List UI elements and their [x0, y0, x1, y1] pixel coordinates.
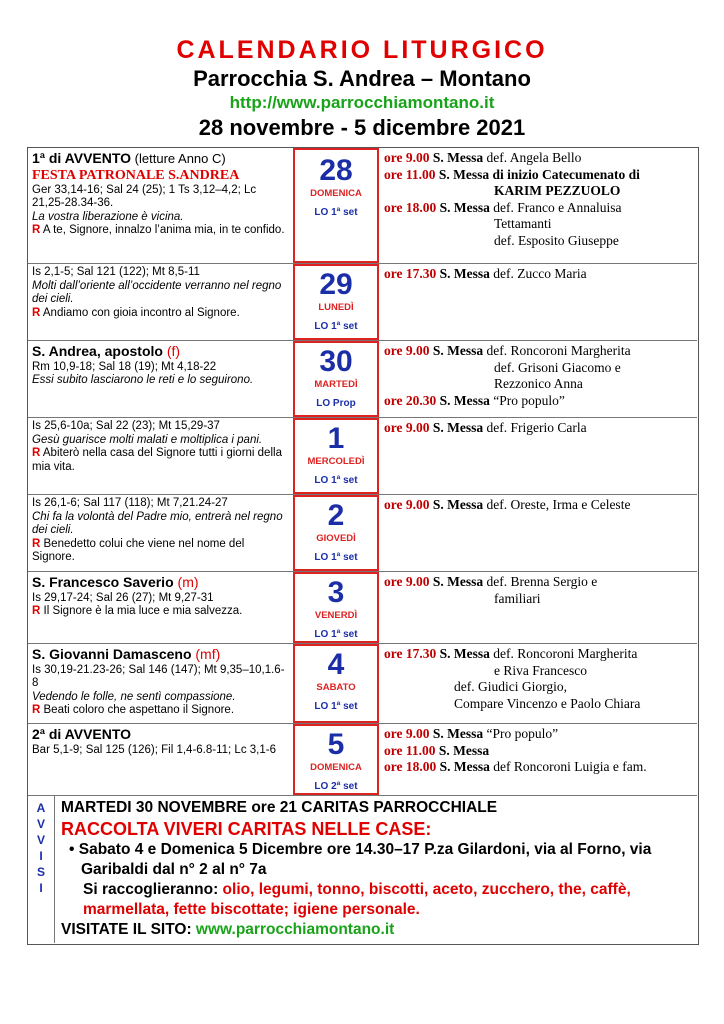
bullet-icon: •	[69, 841, 75, 858]
date-box	[293, 264, 379, 340]
mass-entry	[384, 343, 692, 360]
masses-cell	[379, 341, 697, 417]
mass-intention: def. Frigerio Carla	[483, 420, 587, 435]
mass-intention: KARIM PEZZUOLO	[494, 183, 621, 198]
liturgy-hours: LO 1ª set	[314, 629, 358, 640]
celebration-name: S. Giovanni Damasceno	[32, 646, 192, 662]
mass-intention: def. Franco e Annaluisa	[489, 199, 622, 215]
mass-intention: def. Brenna Sergio e	[483, 574, 598, 589]
date-box	[293, 495, 379, 571]
readings-cell	[28, 341, 293, 417]
weekday: DOMENICA	[310, 188, 362, 199]
mass-label: S. Messa	[432, 497, 484, 512]
notice-site-label: VISITATE IL SITO:	[61, 921, 196, 938]
page-title: CALENDARIO LITURGICO	[176, 36, 548, 64]
psalm-response: Andiamo con gioia incontro al Signore.	[42, 306, 240, 319]
celebration-rank: (m)	[173, 574, 199, 590]
mass-entry	[384, 574, 692, 591]
notice-items-list: olio, legumi, tonno, biscotti, aceto, zucchero, the, caffè, marmellata, fette biscottate; igiene personale.	[83, 881, 631, 918]
mass-time: ore 18.00	[384, 759, 437, 774]
antiphon: Essi subito lasciarono le reti e lo seguirono.	[32, 374, 254, 386]
day-number: 2	[327, 499, 345, 532]
day-number: 30	[319, 345, 353, 378]
mass-time: ore 9.00	[384, 497, 430, 512]
response-mark: R	[32, 537, 41, 550]
mass-time: ore 17.30	[384, 266, 437, 281]
celebration-name: 1ª di AVVENTO	[32, 150, 132, 166]
psalm-response: Il Signore è la mia luce e mia salvezza.	[43, 605, 243, 617]
date-box	[293, 418, 379, 494]
notice-items	[61, 880, 695, 920]
mass-intention: def Roncoroni Luigia e fam.	[489, 759, 647, 774]
weekday: MARTEDÌ	[314, 379, 358, 390]
mass-time: ore 9.00	[384, 343, 430, 358]
psalm-response: Abiterò nella casa del Signore tutti i giorni della mia vita.	[32, 447, 282, 473]
readings-cell	[28, 495, 293, 571]
avvisi-letter: S	[36, 865, 45, 879]
avvisi-letter: I	[39, 849, 43, 863]
notice-schedule-text: Sabato 4 e Domenica 5 Dicembre ore 14.30–17 P.za Gilardoni, via al Forno, via Garibaldi dal n° 2 al n° 7a	[78, 841, 652, 878]
date-box	[293, 572, 379, 643]
mass-entry	[384, 266, 692, 283]
response-mark: R	[32, 224, 41, 236]
day-number: 4	[327, 648, 345, 681]
response-mark: R	[32, 704, 41, 716]
notices-text	[61, 798, 695, 940]
header	[0, 36, 724, 141]
masses-cell	[379, 644, 697, 723]
readings-cell	[28, 572, 293, 643]
mass-time: ore 9.00	[384, 574, 430, 589]
avvisi-label	[28, 796, 55, 943]
mass-intention: def. Grisoni Giacomo e	[494, 359, 621, 375]
celebration-title	[32, 646, 289, 664]
readings-refs: Bar 5,1-9; Sal 125 (126); Fil 1,4-6.8-11; Lc 3,1-6	[32, 743, 276, 756]
mass-intention: familiari	[494, 590, 541, 606]
feast-title: FESTA PATRONALE S.ANDREA	[32, 167, 240, 183]
calendar-row	[28, 495, 697, 572]
site-link[interactable]: www.parrocchiamontano.it	[195, 921, 395, 938]
antiphon: Vedendo le folle, ne sentì compassione.	[32, 690, 236, 703]
mass-label: S. Messa	[432, 574, 484, 589]
mass-time: ore 17.30	[384, 646, 437, 661]
notice-site	[61, 920, 695, 940]
day-number: 29	[319, 268, 353, 301]
mass-time: ore 11.00	[384, 742, 436, 758]
mass-label: S. Messa	[439, 646, 490, 661]
masses-cell	[379, 495, 697, 571]
mass-intention: def. Angela Bello	[483, 150, 582, 165]
mass-time: ore 18.00	[384, 199, 437, 215]
date-box	[293, 341, 379, 417]
mass-entry	[384, 167, 692, 184]
celebration-rank: (mf)	[191, 646, 221, 662]
day-number: 1	[327, 422, 345, 455]
calendar-table	[27, 147, 699, 945]
readings-refs: Ger 33,14-16; Sal 24 (25); 1 Ts 3,12–4,2; Lc 21,25-28.34-36.	[32, 183, 257, 209]
avvisi-letter: V	[36, 833, 45, 847]
mass-time: ore 9.00	[384, 726, 430, 741]
mass-label: S. Messa	[438, 742, 490, 758]
masses-cell	[379, 264, 697, 340]
notice-caritas-meeting	[61, 798, 695, 818]
mass-entry	[384, 393, 692, 410]
avvisi-letter: V	[36, 817, 45, 831]
mass-intention: def. Zucco Maria	[489, 266, 587, 281]
avvisi-letter: A	[36, 801, 46, 815]
calendar-row	[28, 418, 697, 495]
response-mark: R	[32, 605, 41, 617]
readings-cell	[28, 418, 293, 494]
weekday: SABATO	[316, 682, 356, 693]
readings-refs: Is 2,1-5; Sal 121 (122); Mt 8,5-11	[32, 266, 200, 278]
mass-intention: def. Giudici Giorgio,	[454, 679, 567, 694]
mass-label: S. Messa	[432, 343, 484, 358]
mass-label: S. Messa	[432, 420, 484, 435]
mass-time: ore 11.00	[384, 166, 436, 182]
calendar-row	[28, 264, 697, 341]
mass-entry	[384, 726, 692, 743]
readings-refs: Rm 10,9-18; Sal 18 (19); Mt 4,18-22	[32, 360, 217, 373]
calendar-row	[28, 572, 697, 644]
mass-entry	[384, 743, 692, 760]
mass-time: ore 9.00	[384, 420, 430, 435]
notice-items-label: Si raccoglieranno:	[83, 881, 223, 898]
day-number: 3	[327, 576, 345, 609]
psalm-response: A te, Signore, innalzo l’anima mia, in te confido.	[42, 224, 285, 236]
masses-cell	[379, 418, 697, 494]
response-mark: R	[32, 306, 41, 319]
mass-label: S. Messa	[439, 392, 490, 408]
response-mark: R	[32, 447, 41, 459]
readings-refs: Is 29,17-24; Sal 26 (27); Mt 9,27-31	[32, 591, 214, 604]
celebration-note: (letture Anno C)	[131, 151, 226, 166]
liturgy-hours: LO 1ª set	[314, 207, 358, 218]
mass-time: ore 20.30	[384, 392, 437, 408]
antiphon: Gesù guarisce molti malati e moltiplica i pani.	[32, 433, 263, 446]
readings-cell	[28, 644, 293, 723]
notice-event: ore 21 CARITAS PARROCCHIALE	[247, 799, 498, 816]
calendar-row	[28, 341, 697, 418]
mass-label: S. Messa di inizio Catecumenato di	[438, 166, 640, 182]
day-number: 28	[319, 154, 353, 187]
notice-raccolta: RACCOLTA VIVERI CARITAS NELLE CASE:	[61, 819, 432, 839]
celebration-name: S. Andrea, apostolo	[32, 343, 163, 359]
antiphon: Molti dall’oriente all’occidente verranno nel regno dei cieli.	[32, 279, 282, 305]
liturgy-hours: LO 1ª set	[314, 701, 358, 712]
readings-refs: Is 26,1-6; Sal 117 (118); Mt 7,21.24-27	[32, 497, 228, 509]
liturgy-hours: LO 1ª set	[314, 321, 358, 332]
notices-section	[28, 796, 697, 943]
masses-cell	[379, 572, 697, 643]
masses-cell	[379, 148, 697, 263]
mass-time: ore 9.00	[384, 150, 430, 165]
celebration-title	[32, 150, 289, 168]
parish-name: Parrocchia S. Andrea – Montano	[193, 66, 531, 91]
day-number: 5	[327, 728, 345, 761]
mass-intention: def. Roncoroni Margherita	[489, 646, 638, 661]
mass-entry	[384, 759, 692, 776]
mass-intention: def. Roncoroni Margherita	[483, 343, 631, 358]
mass-label: S. Messa	[439, 266, 490, 281]
mass-intention: Tettamanti	[494, 216, 552, 231]
mass-intention: Rezzonico Anna	[494, 376, 583, 391]
parish-url[interactable]: http://www.parrocchiamontano.it	[229, 93, 495, 112]
liturgy-hours: LO 2ª set	[314, 781, 358, 792]
mass-intention: “Pro populo”	[483, 726, 559, 741]
psalm-response: Beati coloro che aspettano il Signore.	[43, 704, 235, 716]
calendar-row	[28, 148, 697, 264]
liturgy-hours: LO 1ª set	[314, 475, 358, 486]
celebration-name: S. Francesco Saverio	[32, 574, 174, 590]
mass-entry	[384, 497, 692, 514]
mass-entry	[384, 420, 692, 437]
mass-intention: Compare Vincenzo e Paolo Chiara	[454, 695, 641, 711]
weekday: DOMENICA	[310, 762, 362, 773]
weekday: LUNEDÌ	[318, 302, 354, 313]
weekday: VENERDÌ	[314, 610, 358, 621]
weekday: MERCOLEDÌ	[307, 456, 365, 467]
celebration-title	[32, 343, 289, 361]
readings-refs: Is 30,19-21.23-26; Sal 146 (147); Mt 9,35–10,1.6-8	[32, 663, 285, 689]
psalm-response: Benedetto colui che viene nel nome del Signore.	[32, 537, 245, 563]
mass-entry	[384, 200, 692, 217]
mass-label: S. Messa	[432, 726, 484, 741]
mass-label: S. Messa	[432, 150, 484, 165]
mass-entry	[384, 150, 692, 167]
readings-cell	[28, 148, 293, 263]
readings-cell	[28, 724, 293, 795]
mass-label: S. Messa	[439, 199, 490, 215]
mass-intention: “Pro populo”	[489, 392, 565, 408]
celebration-rank: (f)	[162, 343, 181, 359]
mass-entry	[384, 646, 692, 663]
celebration-title	[32, 726, 289, 744]
date-box	[293, 148, 379, 263]
readings-cell	[28, 264, 293, 340]
date-box	[293, 724, 379, 795]
readings-refs: Is 25,6-10a; Sal 22 (23); Mt 15,29-37	[32, 420, 220, 432]
calendar-row	[28, 724, 697, 796]
antiphon: La vostra liberazione è vicina.	[32, 210, 184, 223]
notice-schedule	[61, 840, 695, 880]
mass-intention: e Riva Francesco	[494, 662, 587, 678]
liturgy-hours: LO Prop	[316, 398, 356, 409]
antiphon: Chi fa la volontà del Padre mio, entrerà nel regno dei cieli.	[32, 510, 283, 536]
masses-cell	[379, 724, 697, 795]
celebration-title	[32, 574, 289, 592]
date-range: 28 novembre - 5 dicembre 2021	[198, 115, 526, 140]
mass-label: S. Messa	[439, 759, 490, 774]
notice-date: MARTEDI 30 NOVEMBRE	[61, 799, 248, 816]
mass-intention: def. Esposito Giuseppe	[494, 232, 619, 248]
date-box	[293, 644, 379, 723]
avvisi-letter: I	[39, 881, 43, 895]
mass-intention: def. Oreste, Irma e Celeste	[483, 497, 631, 512]
celebration-name: 2ª di AVVENTO	[32, 726, 132, 742]
weekday: GIOVEDÌ	[316, 533, 356, 544]
calendar-row	[28, 644, 697, 724]
liturgy-hours: LO 1ª set	[314, 552, 358, 563]
